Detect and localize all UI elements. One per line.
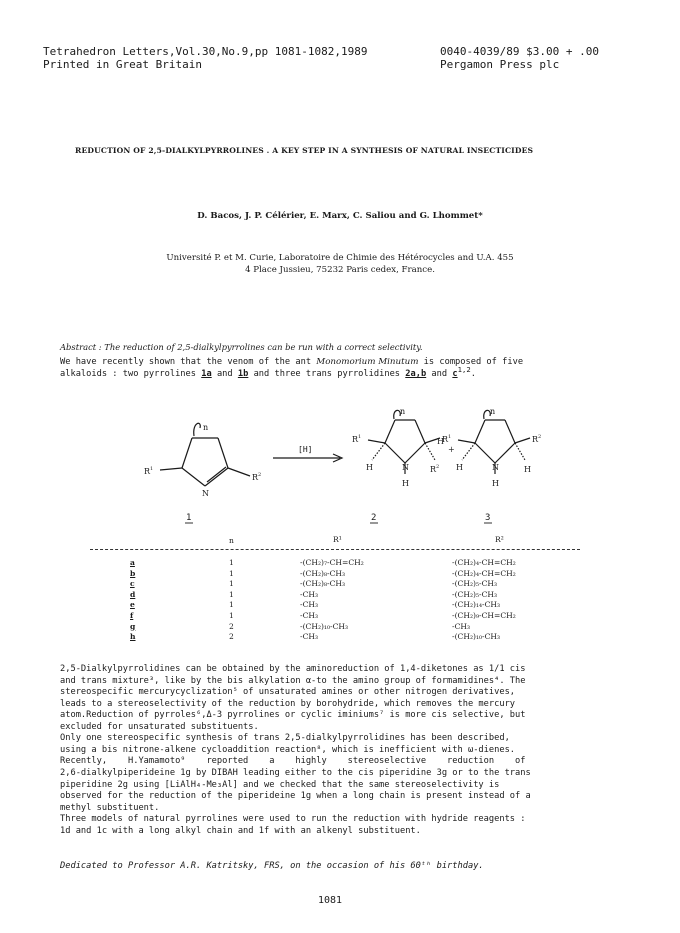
- h-label: H: [437, 437, 444, 446]
- table-cell-id: g: [130, 621, 136, 631]
- body-line: leads to a stereoselectivity of the reduction by borohydride, which removes the mercury: [60, 698, 516, 709]
- compound-number-2: 2: [371, 513, 377, 523]
- affiliation-line-1: Université P. et M. Curie, Laboratoire de Chimie des Hétérocycles and U.A. 455: [166, 253, 514, 263]
- table-cell-n: 2: [229, 632, 234, 642]
- intro-text: is composed of five: [423, 357, 524, 367]
- table-cell-r2: -CH₃: [452, 621, 471, 631]
- table-cell-r1: -(CH₂)₈-CH₃: [300, 568, 346, 578]
- abstract: [60, 342, 423, 352]
- intro-line-1: [60, 357, 523, 369]
- body-line: using a bis nitrone-alkene cycloaddition reaction⁸, which is inefficient with ω-dienes.: [60, 744, 516, 755]
- page-number: 1081: [318, 895, 343, 906]
- intro-text: alkaloids : two pyrrolines: [60, 369, 196, 379]
- table-cell-id: b: [130, 568, 136, 578]
- body-line: excluded for unsaturated substituents.: [60, 721, 259, 732]
- table-cell-id: f: [130, 611, 134, 620]
- h-label: H: [524, 465, 531, 474]
- table-cell-id: h: [130, 632, 136, 642]
- reaction-scheme: [130, 408, 570, 528]
- table-cell-n: 1: [229, 579, 234, 589]
- affiliation: [40, 252, 640, 276]
- body-line: atom.Reduction of pyrroles⁶,Δ-3 pyrrolines or cyclic iminiums⁷ is more cis selective, but: [60, 710, 526, 721]
- nitrogen-label: N: [402, 463, 409, 472]
- intro-text: .: [470, 369, 476, 379]
- body-line: Recently, H.Yamamoto⁹ reported a highly stereoselective reduction of: [60, 756, 526, 767]
- table-cell-r1: -CH₃: [300, 589, 319, 599]
- ring-size-n: n: [400, 408, 406, 416]
- r2-label: $R^2$: [252, 472, 262, 482]
- pyrroline-structure: [160, 423, 250, 486]
- printed-in: Printed in Great Britain: [43, 58, 202, 71]
- body-line: 1d and 1c with a long alkyl chain and 1f with an alkenyl substituent.: [60, 825, 421, 836]
- body-line: observed for the reduction of the piperideine 1g when a long chain is present instead of a: [60, 791, 531, 802]
- compound-ref: 2a,b: [405, 369, 427, 379]
- table-cell-n: 2: [229, 621, 234, 631]
- h-label: H: [366, 463, 373, 472]
- r2-label: $R^2$: [532, 434, 542, 444]
- table-cell-id: c: [130, 579, 135, 589]
- table-cell-id: e: [130, 600, 135, 610]
- body-line: piperidine 2g using [LiAlH₄-Me₃Al] and we checked that the same stereoselectivity is: [60, 779, 500, 790]
- body-line: Only one stereospecific synthesis of trans 2,5-dialkylpyrrolidines has been described,: [60, 733, 510, 744]
- plus-sign: +: [448, 445, 455, 454]
- h-label: H: [402, 479, 409, 488]
- table-cell-n: 1: [229, 611, 234, 620]
- reference-superscript: 1,2: [457, 365, 471, 375]
- table-cell-r2: -(CH₂)₁₄-CH₃: [452, 600, 501, 610]
- r1-label: $R^1$: [442, 434, 452, 444]
- body-line: and trans mixture³, like by the bis alkylation α-to the amino group of formamidines⁴. The: [60, 675, 526, 686]
- r1-label: $R^1$: [352, 434, 362, 444]
- species-name: Monomorium Minutum: [316, 357, 419, 367]
- table-cell-r2: -(CH₂)₄-CH=CH₂: [452, 568, 516, 578]
- table-cell-n: 1: [229, 589, 234, 599]
- publisher: Pergamon Press plc: [440, 58, 560, 71]
- table-cell-r2: -(CH₂)₅-CH₃: [452, 589, 498, 599]
- nitrogen-label: N: [492, 463, 499, 472]
- table-cell-r2: -(CH₂)₅-CH₃: [452, 579, 498, 589]
- table-cell-r1: -(CH₂)₁₀-CH₃: [300, 621, 349, 631]
- article-code: 0040-4039/89 $3.00 + .00: [440, 45, 599, 58]
- body-line: Three models of natural pyrrolines were used to run the reduction with hydride reagents :: [60, 814, 526, 825]
- table-cell-r1: -CH₃: [300, 600, 319, 610]
- authors: D. Bacos, J. P. Célérier, E. Marx, C. Saliou and G. Lhommet*: [197, 211, 483, 221]
- abstract-text: The reduction of 2,5-dialkylpyrrolines can be run with a correct selectivity.: [104, 342, 423, 352]
- table-cell-n: 1: [229, 558, 234, 567]
- ring-size-n: n: [490, 408, 496, 416]
- table-cell-r2: -(CH₂)₁₀-CH₃: [452, 632, 501, 642]
- table-cell-r1: -(CH₂)₇-CH=CH₂: [300, 558, 364, 567]
- body-line: stereospecific mercurycyclization⁵ of unsaturated amines or other nitrogen derivatives,: [60, 687, 516, 698]
- table-cell-r1: -CH₃: [300, 611, 319, 620]
- intro-text: We have recently shown that the venom of the ant: [60, 357, 312, 367]
- table-cell-r2: -(CH₂)₄-CH=CH₂: [452, 558, 516, 567]
- r1-label: $R^1$: [144, 466, 154, 476]
- compound-number-1: 1: [186, 513, 192, 523]
- compound-ref: 1a: [201, 369, 212, 379]
- intro-text: and: [431, 369, 448, 379]
- paper-title: REDUCTION OF 2,5-DIALKYLPYRROLINES . A KEY STEP IN A SYNTHESIS OF NATURAL INSECTICIDES: [75, 146, 534, 155]
- compound-ref: 1b: [237, 369, 249, 379]
- table-cell-id: d: [130, 589, 136, 599]
- reagent-label: [H]: [298, 445, 313, 454]
- table-cell-r2: -(CH₂)₉-CH=CH₂: [452, 611, 516, 620]
- h-label: H: [492, 479, 499, 488]
- ring-size-n: n: [203, 423, 209, 432]
- r2-label: $R^2$: [430, 464, 440, 474]
- intro-line-2: [60, 365, 476, 381]
- body-line: 2,6-dialkylpiperideine 1g by DIBAH leading either to the cis piperidine 3g or to the trans: [60, 767, 531, 778]
- table-header-r2: R²: [495, 535, 504, 544]
- compound-ref: c: [452, 369, 458, 379]
- h-label: H: [456, 463, 463, 472]
- affiliation-line-2: 4 Place Jussieu, 75232 Paris cedex, France.: [245, 265, 435, 275]
- table-cell-n: 1: [229, 600, 234, 610]
- journal-citation: Tetrahedron Letters,Vol.30,No.9,pp 1081-1082,1989: [43, 45, 368, 58]
- table-cell-r1: -CH₃: [300, 632, 319, 642]
- nitrogen-label: N: [202, 489, 209, 498]
- body-line: methyl substituent.: [60, 802, 160, 813]
- body-line: 2,5-Dialkylpyrrolidines can be obtained by the aminoreduction of 1,4-diketones as 1/1 cis: [60, 664, 526, 674]
- table-header-n: n: [229, 536, 234, 545]
- compound-number-3: 3: [485, 513, 491, 523]
- abstract-label: Abstract :: [60, 342, 102, 352]
- table-cell-n: 1: [229, 568, 234, 578]
- table-cell-id: a: [130, 558, 135, 567]
- dedication: Dedicated to Professor A.R. Katritsky, FRS, on the occasion of his 60ᵗʰ birthday.: [60, 861, 484, 871]
- intro-text: and three trans pyrrolidines: [253, 369, 401, 379]
- table-rule: [90, 549, 580, 550]
- intro-text: and: [216, 369, 233, 379]
- table-header-r1: R¹: [333, 535, 342, 544]
- table-cell-r1: -(CH₂)₈-CH₃: [300, 579, 346, 589]
